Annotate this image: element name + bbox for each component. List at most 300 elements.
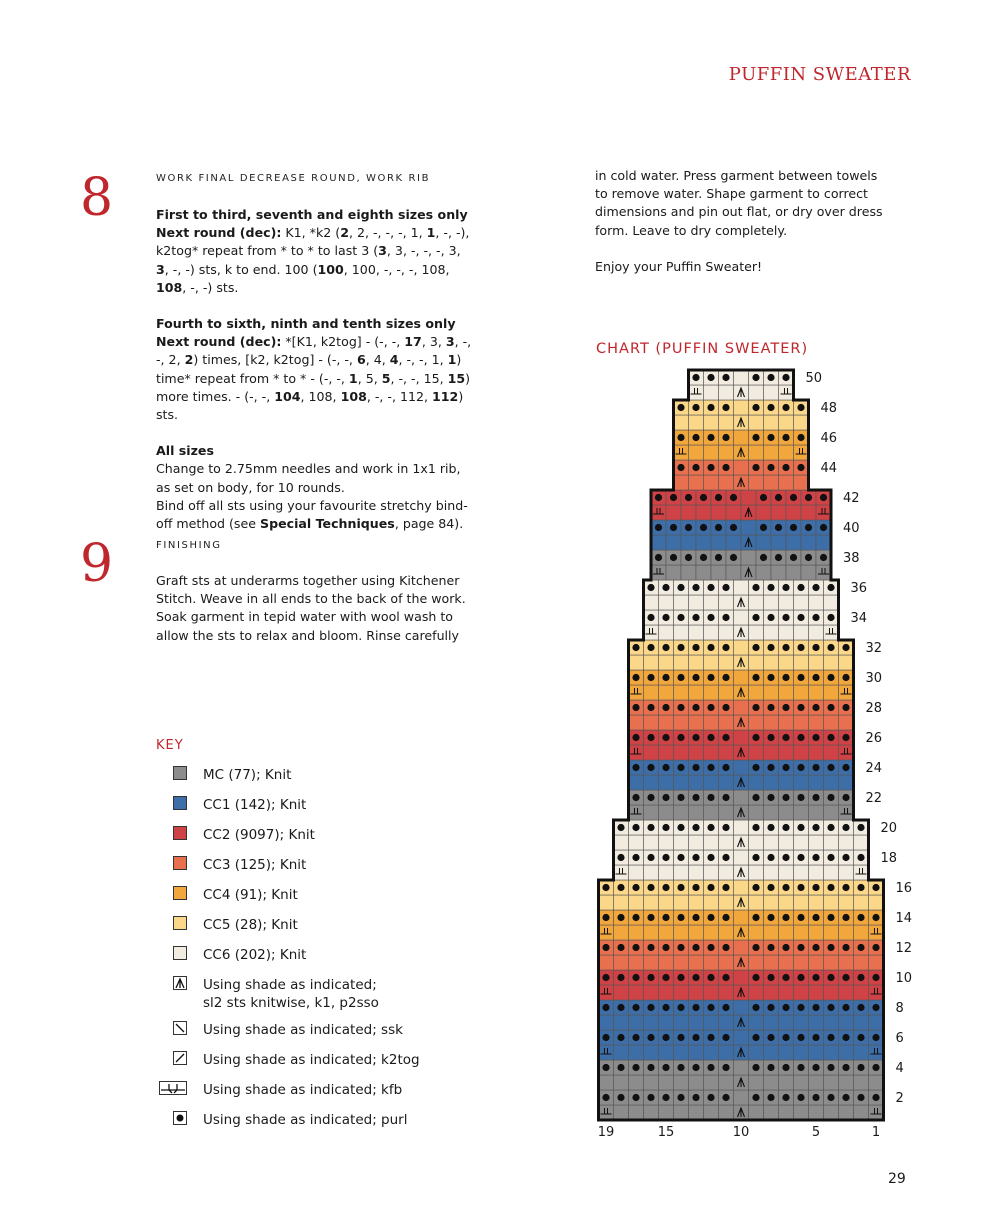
chart-cell: [771, 505, 786, 520]
purl-stitch: [685, 494, 692, 501]
purl-stitch: [812, 704, 819, 711]
purl-stitch: [805, 524, 812, 531]
purl-stitch: [707, 584, 714, 591]
row-label: 12: [895, 941, 913, 956]
purl-stitch: [707, 374, 714, 381]
chart-cell: [824, 1105, 839, 1120]
chart-cell: [644, 745, 659, 760]
chart-cell: [764, 805, 779, 820]
purl-stitch: [767, 464, 774, 471]
purl-stitch: [767, 884, 774, 891]
purl-stitch: [872, 1064, 879, 1071]
chart-cell: [794, 745, 809, 760]
purl-stitch: [632, 734, 639, 741]
purl-stitch: [842, 824, 849, 831]
chart-cell: [659, 655, 674, 670]
chart-cell: [704, 715, 719, 730]
chart-cell: [659, 1045, 674, 1060]
chart-row: [599, 940, 884, 955]
chart-cell: [719, 955, 734, 970]
purl-stitch: [647, 644, 654, 651]
chart-cell: [644, 1075, 659, 1090]
chart-cell: [734, 850, 749, 865]
purl-stitch: [752, 974, 759, 981]
row-label: 20: [880, 821, 898, 836]
chart-cell: [764, 715, 779, 730]
chart-cell: [659, 925, 674, 940]
purl-stitch: [820, 524, 827, 531]
chart-cell: [839, 805, 854, 820]
chart-cell: [779, 475, 794, 490]
chart-cell: [644, 895, 659, 910]
chart-cell: [689, 775, 704, 790]
purl-stitch: [647, 674, 654, 681]
chart-cell: [704, 985, 719, 1000]
chart-cell: [839, 1075, 854, 1090]
chart-cell: [824, 955, 839, 970]
purl-stitch: [767, 854, 774, 861]
row-label: 18: [880, 851, 898, 866]
chart-cell: [644, 805, 659, 820]
chart-cell: [674, 445, 689, 460]
chart-cell: [794, 595, 809, 610]
chart-cell: [689, 985, 704, 1000]
purl-stitch: [677, 824, 684, 831]
purl-stitch: [632, 1064, 639, 1071]
chart-cell: [779, 1015, 794, 1030]
chart-cell: [659, 985, 674, 1000]
chart-row: [629, 670, 854, 685]
column-label: 5: [811, 1125, 821, 1140]
purl-stitch: [602, 1064, 609, 1071]
row-label: 38: [843, 551, 860, 566]
chart-cell: [719, 985, 734, 1000]
chart-cell: [614, 1075, 629, 1090]
purl-stitch: [647, 704, 654, 711]
purl-stitch: [700, 554, 707, 561]
purl-stitch: [692, 884, 699, 891]
purl-stitch: [662, 974, 669, 981]
purl-stitch: [722, 854, 729, 861]
chart-row: [674, 430, 809, 445]
chart-cell: [659, 595, 674, 610]
purl-stitch: [782, 824, 789, 831]
purl-stitch: [842, 734, 849, 741]
chart-cell: [719, 865, 734, 880]
purl-stitch: [842, 914, 849, 921]
chart-cell: [839, 655, 854, 670]
purl-stitch: [752, 1094, 759, 1101]
purl-stitch: [707, 824, 714, 831]
purl-stitch: [722, 1094, 729, 1101]
chart-cell: [689, 655, 704, 670]
chart-cell: [704, 1075, 719, 1090]
chart-cell: [779, 805, 794, 820]
purl-stitch: [677, 734, 684, 741]
purl-stitch: [827, 1094, 834, 1101]
chart-cell: [704, 745, 719, 760]
chart-cell: [674, 475, 689, 490]
chart-cell: [779, 745, 794, 760]
chart-cell: [809, 835, 824, 850]
purl-stitch: [692, 914, 699, 921]
chart-cell: [719, 475, 734, 490]
chart-cell: [869, 1015, 884, 1030]
purl-stitch: [797, 704, 804, 711]
chart-cell: [659, 685, 674, 700]
purl-stitch: [857, 914, 864, 921]
chart-row: [629, 745, 854, 760]
purl-stitch: [797, 434, 804, 441]
chart-cell: [734, 910, 749, 925]
chart-cell: [734, 1030, 749, 1045]
chart-cell: [854, 895, 869, 910]
chart-row: [599, 955, 884, 970]
purl-stitch: [602, 884, 609, 891]
chart-cell: [794, 865, 809, 880]
row-label: 2: [895, 1091, 904, 1106]
purl-stitch: [662, 914, 669, 921]
purl-stitch: [617, 1064, 624, 1071]
purl-stitch: [715, 524, 722, 531]
chart-cell: [794, 715, 809, 730]
purl-stitch: [647, 944, 654, 951]
chart-cell: [764, 685, 779, 700]
chart-cell: [704, 1015, 719, 1030]
chart-row: [599, 1090, 884, 1105]
chart-cell: [719, 895, 734, 910]
chart-cell: [824, 715, 839, 730]
purl-stitch: [790, 494, 797, 501]
purl-stitch: [617, 824, 624, 831]
chart-row: [651, 565, 831, 580]
purl-stitch: [722, 584, 729, 591]
purl-stitch: [707, 854, 714, 861]
chart-row: [651, 505, 831, 520]
chart-row: [674, 415, 809, 430]
chart-cell: [764, 1105, 779, 1120]
chart-cell: [794, 445, 809, 460]
purl-stitch: [647, 1034, 654, 1041]
purl-stitch: [767, 404, 774, 411]
purl-stitch: [812, 644, 819, 651]
chart-cell: [689, 445, 704, 460]
chart-cell: [674, 925, 689, 940]
chart-cell: [749, 985, 764, 1000]
chart-cell: [771, 565, 786, 580]
purl-stitch: [797, 674, 804, 681]
chart-cell: [779, 955, 794, 970]
purl-stitch: [677, 644, 684, 651]
purl-stitch: [842, 704, 849, 711]
chart-cell: [689, 835, 704, 850]
chart-cell: [839, 775, 854, 790]
chart-row: [629, 715, 854, 730]
chart-row: [629, 760, 854, 775]
purl-stitch: [812, 1064, 819, 1071]
chart-cell: [839, 1045, 854, 1060]
purl-stitch: [677, 704, 684, 711]
chart-cell: [629, 1105, 644, 1120]
purl-stitch: [662, 794, 669, 801]
step-8-body: First to third, seventh and eighth sizes only Next round (dec): K1, *k2 (2, 2, -, -, -, 1, 1, -, -), k2tog* repeat from * to * to last 3 (3, 3, -, -, -, 3, 3, -, -) sts, k to end. 100 (100, 100, -, -, -, 108, 108, -, -) sts. Fourth to sixth, ninth and tenth sizes only Next round (dec): *[K1, k2tog] - (-, -, 17, 3, 3, -, -, 2, 2) times, [k2, k2tog] - (-, -, 6, 4, 4, -, -, 1, 1) time* repeat from * to * - (-, -, 1, 5, 5, -, -, 15, 15) more times. - (-, -, 104, 108, 108, -, -, 112, 112) sts. All sizes Change to 2.75mm needles and work in 1x1 rib, as set on body, for 10 rounds. Bind off all sts using your favourite stretchy bind- off method (see Special Techniques, page 84).: [156, 207, 472, 532]
chart-row: [599, 970, 884, 985]
purl-stitch: [827, 974, 834, 981]
key-label: CC4 (91); Knit: [203, 887, 298, 903]
chart-row: [689, 385, 794, 400]
column-label: 15: [657, 1125, 675, 1140]
purl-stitch: [812, 824, 819, 831]
purl-stitch: [805, 494, 812, 501]
chart-cell: [779, 775, 794, 790]
step-9-heading: FINISHING: [156, 540, 222, 551]
key-label: Using shade as indicated; purl: [203, 1112, 408, 1128]
key-label: CC6 (202); Knit: [203, 947, 307, 963]
chart-cell: [749, 895, 764, 910]
purl-stitch: [722, 1034, 729, 1041]
chart-cell: [824, 895, 839, 910]
chart-cell: [749, 1075, 764, 1090]
chart-cell: [659, 625, 674, 640]
purl-stitch: [767, 1004, 774, 1011]
purl-stitch: [797, 734, 804, 741]
purl-stitch: [752, 884, 759, 891]
chart-cell: [629, 745, 644, 760]
purl-stitch: [722, 674, 729, 681]
chart-row: [599, 1030, 884, 1045]
chart-cell: [779, 385, 794, 400]
chart-cell: [674, 415, 689, 430]
purl-stitch: [827, 674, 834, 681]
purl-stitch: [857, 944, 864, 951]
purl-stitch: [797, 824, 804, 831]
chart-cell: [719, 445, 734, 460]
chart-cell: [779, 895, 794, 910]
chart-cell: [839, 715, 854, 730]
purl-stitch: [827, 644, 834, 651]
chart-cell: [779, 685, 794, 700]
chart-cell: [719, 415, 734, 430]
chart-cell: [681, 535, 696, 550]
purl-stitch: [767, 584, 774, 591]
chart-row: [599, 925, 884, 940]
purl-stitch: [662, 854, 669, 861]
chart-cell: [689, 745, 704, 760]
chart-cell: [689, 895, 704, 910]
purl-stitch: [820, 554, 827, 561]
chart-cell: [764, 835, 779, 850]
purl-stitch: [722, 614, 729, 621]
purl-stitch: [722, 704, 729, 711]
purl-stitch: [767, 614, 774, 621]
row-label: 4: [895, 1061, 904, 1076]
chart-cell: [749, 955, 764, 970]
purl-stitch: [692, 1064, 699, 1071]
purl-stitch: [857, 974, 864, 981]
chart-cell: [711, 535, 726, 550]
purl-stitch: [767, 674, 774, 681]
chart-cell: [629, 1075, 644, 1090]
chart-cell: [734, 880, 749, 895]
chart-cell: [674, 1105, 689, 1120]
chart-cell: [689, 1045, 704, 1060]
chart-cell: [681, 565, 696, 580]
purl-stitch: [677, 674, 684, 681]
chart-cell: [809, 715, 824, 730]
purl-stitch: [655, 524, 662, 531]
chart-cell: [824, 1075, 839, 1090]
chart-cell: [644, 625, 659, 640]
chart-cell: [726, 535, 741, 550]
purl-stitch: [872, 1034, 879, 1041]
chart-row: [644, 625, 839, 640]
chart-cell: [854, 835, 869, 850]
chart-cell: [674, 955, 689, 970]
chart-cell: [644, 1015, 659, 1030]
chart-cell: [749, 595, 764, 610]
chart-cell: [734, 610, 749, 625]
chart-cell: [869, 1045, 884, 1060]
row-label: 50: [805, 371, 823, 386]
chart-cell: [749, 415, 764, 430]
purl-stitch: [827, 704, 834, 711]
purl-stitch: [797, 1034, 804, 1041]
purl-stitch: [692, 1034, 699, 1041]
chart-cell: [734, 730, 749, 745]
chart-cell: [794, 475, 809, 490]
chart-cell: [824, 985, 839, 1000]
purl-stitch: [602, 1004, 609, 1011]
purl-stitch: [767, 824, 774, 831]
purl-stitch: [662, 1064, 669, 1071]
chart-cell: [629, 985, 644, 1000]
chart-title: CHART (PUFFIN SWEATER): [596, 341, 809, 357]
purl-stitch: [827, 1004, 834, 1011]
chart-cell: [704, 1045, 719, 1060]
chart-row: [614, 865, 869, 880]
chart-cell: [704, 1105, 719, 1120]
purl-stitch: [827, 944, 834, 951]
chart-cell: [764, 475, 779, 490]
chart-cell: [704, 445, 719, 460]
purl-stitch: [692, 1004, 699, 1011]
key-label: Using shade as indicated; sl2 sts knitwise, k1, p2sso: [203, 977, 379, 1011]
chart-cell: [674, 985, 689, 1000]
purl-stitch: [692, 854, 699, 861]
chart-row: [614, 835, 869, 850]
purl-stitch: [685, 524, 692, 531]
purl-stitch: [692, 1094, 699, 1101]
chart-cell: [749, 685, 764, 700]
chart-cell: [824, 745, 839, 760]
purl-stitch: [827, 1034, 834, 1041]
purl-stitch: [842, 974, 849, 981]
chart-cell: [614, 985, 629, 1000]
purl-stitch: [647, 824, 654, 831]
purl-stitch: [797, 764, 804, 771]
chart-cell: [599, 955, 614, 970]
purl-stitch: [662, 824, 669, 831]
chart-cell: [659, 805, 674, 820]
chart-cell: [704, 865, 719, 880]
purl-stitch: [722, 914, 729, 921]
chart-cell: [629, 655, 644, 670]
purl-stitch: [617, 1004, 624, 1011]
chart-row: [599, 895, 884, 910]
chart-cell: [794, 625, 809, 640]
purl-stitch: [752, 584, 759, 591]
purl-stitch: [827, 614, 834, 621]
chart-cell: [809, 805, 824, 820]
purl-stitch: [707, 1004, 714, 1011]
purl-stitch: [617, 1034, 624, 1041]
purl-stitch: [752, 1004, 759, 1011]
chart-cell: [644, 655, 659, 670]
purl-stitch: [812, 1034, 819, 1041]
purl-stitch: [707, 794, 714, 801]
purl-stitch: [707, 434, 714, 441]
chart-cell: [764, 925, 779, 940]
chart-cell: [704, 775, 719, 790]
chart-cell: [599, 1045, 614, 1060]
purl-stitch: [857, 824, 864, 831]
chart-cell: [794, 1105, 809, 1120]
purl-stitch: [677, 434, 684, 441]
purl-stitch: [767, 704, 774, 711]
purl-stitch: [632, 974, 639, 981]
row-label: 46: [820, 431, 838, 446]
purl-stitch: [655, 554, 662, 561]
chart-cell: [764, 1075, 779, 1090]
purl-stitch: [760, 554, 767, 561]
chart-cell: [599, 985, 614, 1000]
purl-stitch: [812, 734, 819, 741]
chart-cell: [809, 1075, 824, 1090]
chart-cell: [734, 970, 749, 985]
chart-cell: [614, 835, 629, 850]
chart-cell: [599, 1015, 614, 1030]
chart-row: [629, 805, 854, 820]
chart-cell: [824, 865, 839, 880]
purl-stitch: [617, 1094, 624, 1101]
chart-cell: [749, 925, 764, 940]
purl-stitch: [677, 884, 684, 891]
chart-cell: [734, 1060, 749, 1075]
purl-stitch: [662, 1034, 669, 1041]
purl-stitch: [782, 1004, 789, 1011]
chart-cell: [801, 535, 816, 550]
chart-cell: [801, 505, 816, 520]
chart-cell: [629, 715, 644, 730]
chart-cell: [719, 775, 734, 790]
chart-row: [599, 985, 884, 1000]
chart-cell: [749, 775, 764, 790]
chart-cell: [824, 625, 839, 640]
chart-cell: [764, 415, 779, 430]
chart-cell: [704, 415, 719, 430]
chart-cell: [614, 865, 629, 880]
purl-stitch: [707, 704, 714, 711]
chart-row: [599, 1105, 884, 1120]
chart-cell: [786, 505, 801, 520]
purl-stitch: [842, 884, 849, 891]
purl-stitch: [827, 824, 834, 831]
chart-cell: [734, 820, 749, 835]
purl-stitch: [707, 644, 714, 651]
chart-cell: [869, 955, 884, 970]
purl-stitch: [842, 1034, 849, 1041]
chart-row: [651, 535, 831, 550]
